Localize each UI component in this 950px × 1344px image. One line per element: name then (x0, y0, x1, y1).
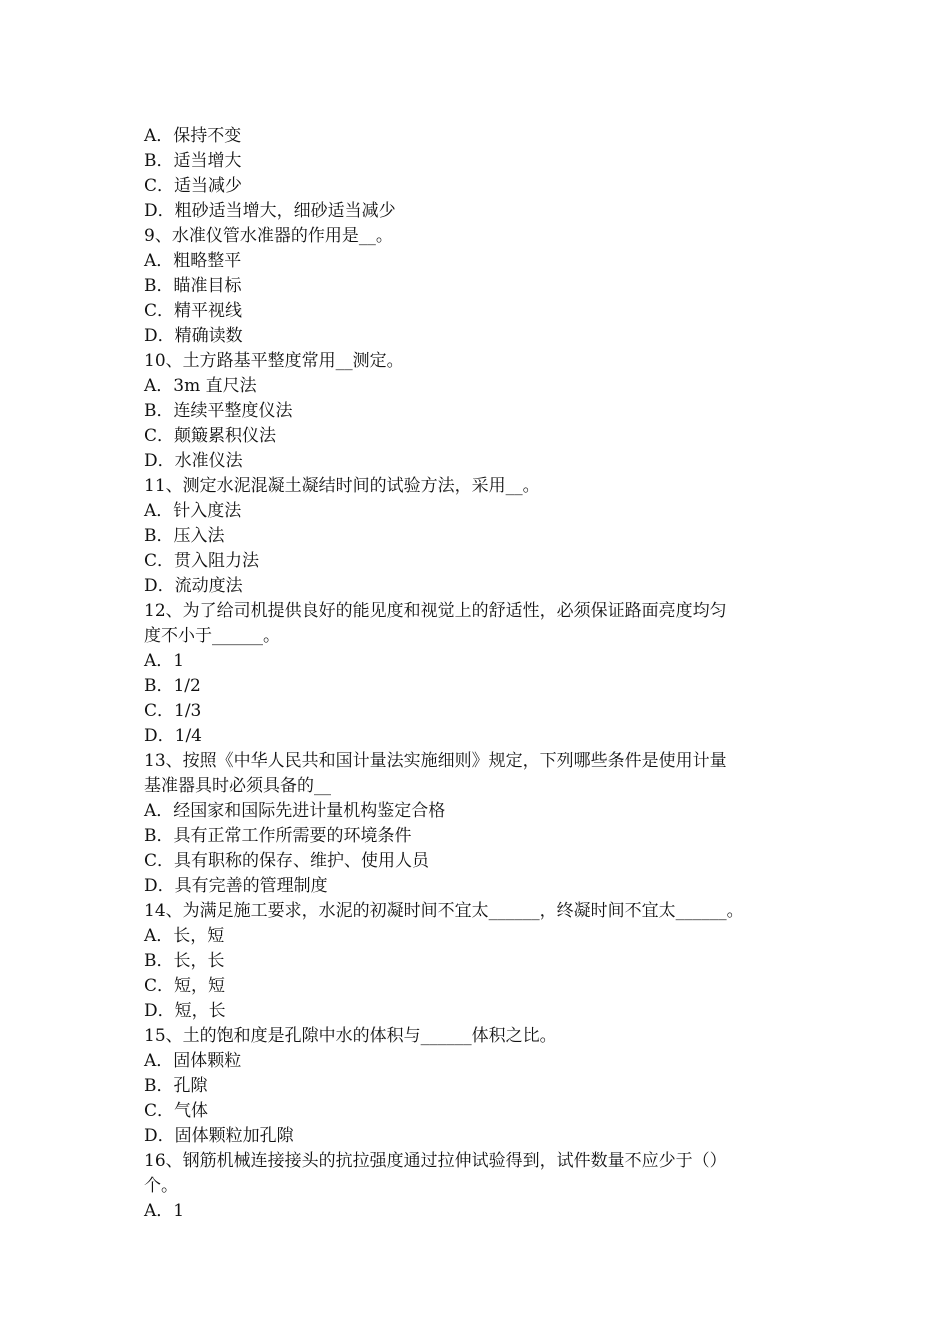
option-line: C．具有职称的保存、维护、使用人员 (144, 851, 430, 871)
question-line-continued: 基准器具时必须具备的__ (144, 776, 331, 796)
option-line: B．孔隙 (144, 1076, 208, 1096)
question-line: 12、为了给司机提供良好的能见度和视觉上的舒适性，必须保证路面亮度均匀 (144, 601, 727, 621)
option-line: A．针入度法 (144, 501, 242, 521)
option-line: B．具有正常工作所需要的环境条件 (144, 826, 412, 846)
question-line: 13、按照《中华人民共和国计量法实施细则》规定，下列哪些条件是使用计量 (144, 751, 727, 771)
option-line: A．3m 直尺法 (144, 376, 257, 396)
option-line: B．瞄准目标 (144, 276, 242, 296)
question-line: 11、测定水泥混凝土凝结时间的试验方法，采用__。 (144, 476, 540, 496)
option-line: D．固体颗粒加孔隙 (144, 1126, 294, 1146)
option-line: B．压入法 (144, 526, 225, 546)
option-line: C．1/3 (144, 701, 202, 721)
question-line: 15、土的饱和度是孔隙中水的体积与______体积之比。 (144, 1026, 557, 1046)
option-line: B．适当增大 (144, 151, 242, 171)
question-line: 14、为满足施工要求，水泥的初凝时间不宜太______，终凝时间不宜太______。 (144, 901, 744, 921)
option-line: D．水准仪法 (144, 451, 243, 471)
option-line: D．粗砂适当增大，细砂适当减少 (144, 201, 396, 221)
option-line: C．气体 (144, 1101, 209, 1121)
document-body (144, 124, 814, 1224)
option-line: C．精平视线 (144, 301, 243, 321)
option-line: A．长，短 (144, 926, 225, 946)
option-line: C．颠簸累积仪法 (144, 426, 277, 446)
question-line-continued: 个。 (144, 1176, 178, 1196)
question-line: 16、钢筋机械连接接头的抗拉强度通过拉伸试验得到，试件数量不应少于（） (144, 1151, 727, 1171)
option-line: A．1 (144, 1201, 185, 1221)
option-line: B．连续平整度仪法 (144, 401, 293, 421)
question-line: 9、水准仪管水准器的作用是__。 (144, 226, 393, 246)
option-line: A．保持不变 (144, 126, 242, 146)
option-line: C．适当减少 (144, 176, 243, 196)
option-line: B．1/2 (144, 676, 201, 696)
option-line: A．经国家和国际先进计量机构鉴定合格 (144, 801, 446, 821)
question-line-continued: 度不小于______。 (144, 626, 280, 646)
option-line: A．粗略整平 (144, 251, 242, 271)
option-line: D．精确读数 (144, 326, 243, 346)
option-line: C．贯入阻力法 (144, 551, 260, 571)
question-line: 10、土方路基平整度常用__测定。 (144, 351, 404, 371)
option-line: D．流动度法 (144, 576, 243, 596)
option-line: D．1/4 (144, 726, 202, 746)
option-line: A．固体颗粒 (144, 1051, 242, 1071)
option-line: C．短，短 (144, 976, 226, 996)
option-line: B．长，长 (144, 951, 225, 971)
option-line: D．具有完善的管理制度 (144, 876, 328, 896)
option-line: A．1 (144, 651, 185, 671)
option-line: D．短，长 (144, 1001, 226, 1021)
